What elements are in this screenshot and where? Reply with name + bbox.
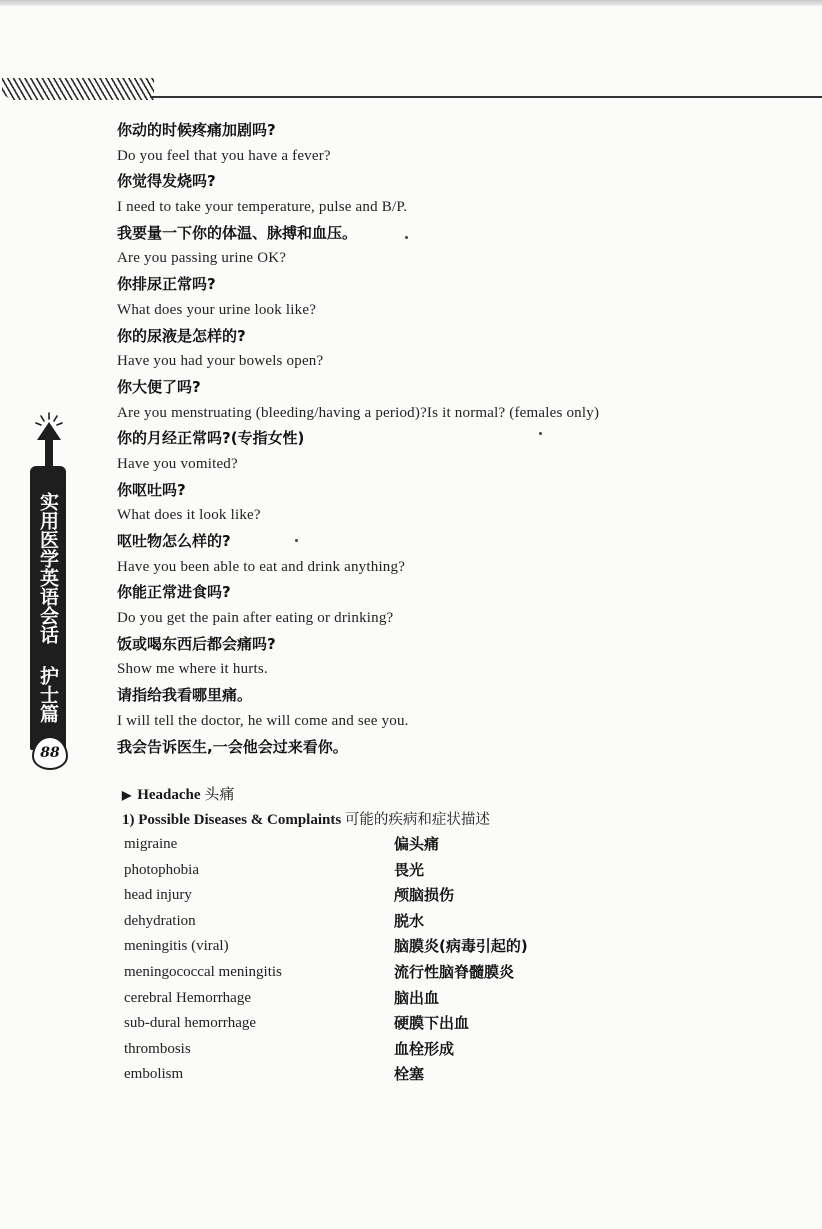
vocabulary-list — [124, 832, 724, 1088]
section-title-en: Headache — [137, 787, 201, 803]
vocab-term: meningitis (viral) — [124, 938, 229, 955]
vocab-meaning: 流行性脑脊髓膜炎 — [394, 962, 515, 981]
page-number-badge — [32, 736, 68, 770]
dialogue-line-en: Have you been able to eat and drink anything? — [117, 558, 406, 575]
dialogue-line-zh: 呕吐物怎么样的? — [117, 532, 231, 550]
dialogue-line-zh: 饭或喝东西后都会痛吗? — [117, 634, 276, 653]
dialogue-line-en: Do you get the pain after eating or drinking? — [117, 610, 394, 627]
triangle-marker-icon: ▶ — [122, 788, 132, 802]
dialogue-line-zh: 你能正常进食吗? — [117, 583, 231, 602]
dialogue-line-zh: 你觉得发烧吗? — [117, 172, 216, 191]
top-border — [0, 0, 822, 6]
vocab-term: thrombosis — [124, 1040, 191, 1057]
dialogue-line-zh: 你排尿正常吗? — [117, 275, 216, 294]
subsection-heading — [122, 808, 490, 829]
print-speck — [539, 432, 542, 435]
dialogue-line-zh: 你大便了吗? — [117, 377, 201, 396]
section-title-zh: 头痛 — [204, 785, 235, 803]
vocab-term: photophobia — [124, 861, 199, 878]
dialogue-list — [117, 118, 757, 760]
vocab-meaning: 血栓形成 — [394, 1039, 455, 1058]
side-tab — [30, 410, 70, 780]
dialogue-line-en: Are you menstruating (bleeding/having a period)?Is it normal? (females only) — [117, 404, 600, 421]
vocab-meaning: 脑膜炎(病毒引起的) — [394, 937, 528, 956]
dialogue-line-en: What does it look like? — [117, 507, 261, 524]
vocab-meaning: 偏头痛 — [394, 835, 440, 853]
arrow-up-icon — [32, 410, 66, 470]
dialogue-line-zh: 你呕吐吗? — [117, 480, 186, 499]
vocab-row — [124, 858, 724, 884]
vocab-row — [124, 1037, 724, 1063]
vocab-meaning: 栓塞 — [394, 1065, 425, 1084]
vocab-term: dehydration — [124, 912, 196, 929]
section-heading — [122, 783, 234, 804]
dialogue-line-zh: 请指给我看哪里痛。 — [117, 686, 253, 705]
vocab-row — [124, 909, 724, 935]
vocab-meaning: 脑出血 — [394, 988, 440, 1007]
vocab-row — [124, 934, 724, 960]
vocab-term: cerebral Hemorrhage — [124, 989, 252, 1006]
vocab-meaning: 畏光 — [394, 860, 425, 879]
print-speck — [295, 539, 298, 542]
vocab-row — [124, 832, 724, 858]
print-speck — [405, 236, 408, 239]
vocab-meaning: 硬膜下出血 — [394, 1014, 470, 1033]
vocab-term: meningococcal meningitis — [124, 963, 282, 980]
subsection-title-zh: 可能的疾病和症状描述 — [344, 812, 490, 828]
vocab-row — [124, 1062, 724, 1088]
page-number: 88 — [40, 745, 60, 761]
vocab-term: head injury — [124, 887, 192, 904]
vocab-row — [124, 1011, 724, 1037]
vocab-term: migraine — [124, 836, 178, 852]
dialogue-line-en: Are you passing urine OK? — [117, 250, 287, 267]
dialogue-line-en: Show me where it hurts. — [117, 661, 268, 678]
dialogue-line-en: Have you had your bowels open? — [117, 353, 324, 370]
dialogue-line-en: Have you vomited? — [117, 455, 238, 472]
dialogue-line-en: Do you feel that you have a fever? — [117, 147, 331, 164]
dialogue-line-zh: 我会告诉医生,一会他会过来看你。 — [117, 737, 348, 756]
vocab-meaning: 脱水 — [394, 911, 425, 930]
dialogue-line-en: I need to take your temperature, pulse and B/P. — [117, 199, 408, 216]
dialogue-line-zh: 你动的时候疼痛加剧吗? — [117, 121, 276, 139]
vocab-term: embolism — [124, 1066, 184, 1083]
vocab-row — [124, 960, 724, 986]
dialogue-line-zh: 你的月经正常吗?(专指女性) — [117, 429, 305, 448]
dialogue-line-en: I will tell the doctor, he will come and see you. — [117, 712, 409, 729]
subsection-title-en: 1) Possible Diseases & Complaints — [122, 812, 342, 828]
vocab-row — [124, 986, 724, 1012]
vocab-term: sub-dural hemorrhage — [124, 1015, 257, 1032]
dialogue-line-en: What does your urine look like? — [117, 301, 317, 318]
vocab-row — [124, 883, 724, 909]
dialogue-line-zh: 我要量一下你的体温、脉搏和血压。 — [117, 223, 358, 242]
dialogue-line-zh: 你的尿液是怎样的? — [117, 326, 246, 345]
vocab-meaning: 颅脑损伤 — [394, 886, 455, 905]
book-title-vertical: 实用医学英语会话 护士篇 — [37, 491, 59, 723]
header-hatch-decoration — [2, 78, 154, 100]
header-rule — [150, 96, 822, 98]
